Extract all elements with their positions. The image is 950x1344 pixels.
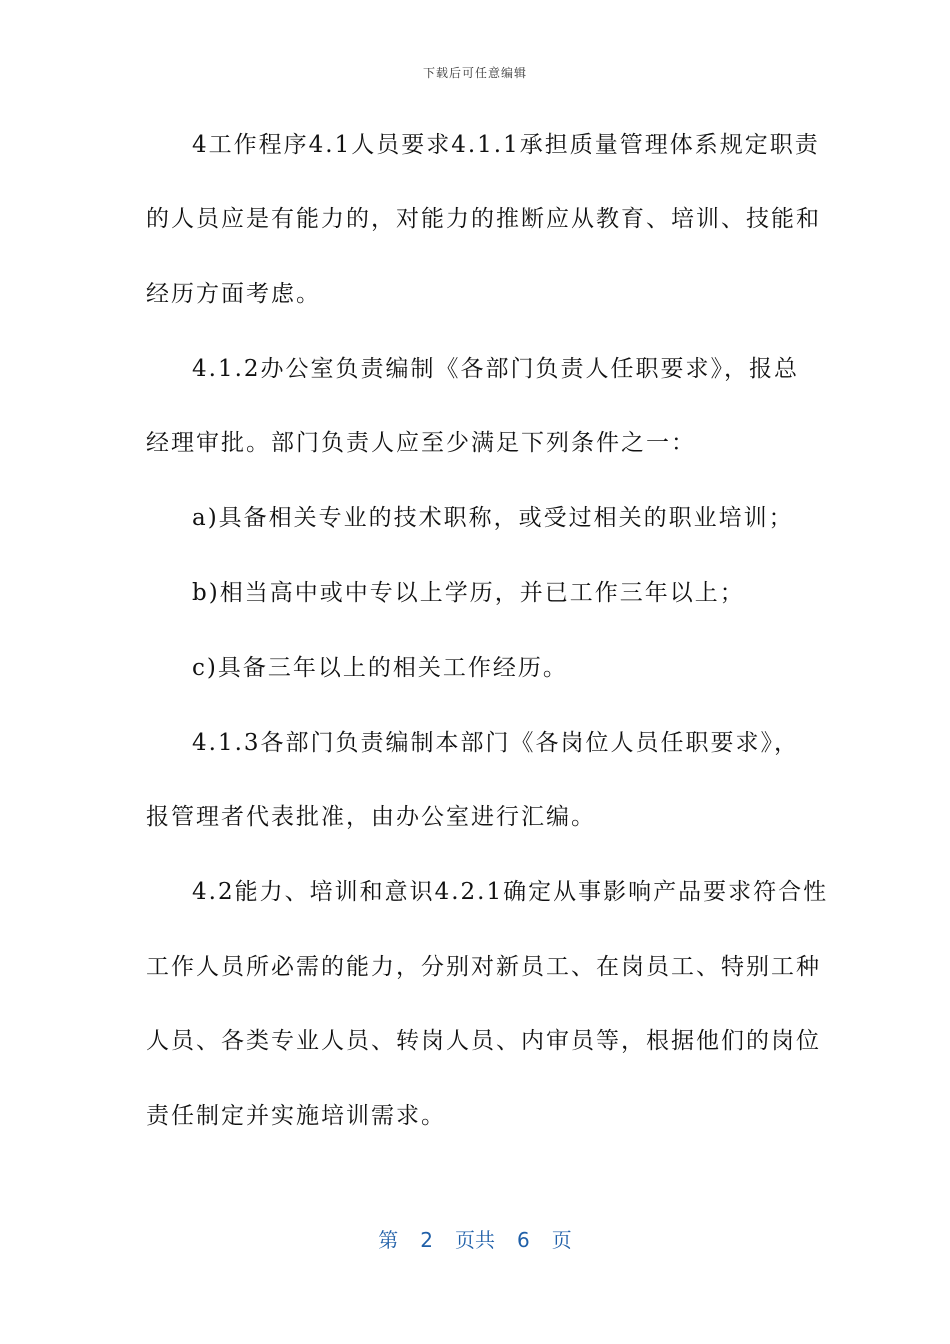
paragraph-line: c)具备三年以上的相关工作经历。 <box>192 655 568 681</box>
paragraph-line: 的人员应是有能力的，对能力的推断应从教育、培训、技能和 <box>146 206 821 232</box>
page-suffix: 页 <box>551 1228 572 1252</box>
paragraph-line: 经历方面考虑。 <box>146 281 321 307</box>
paragraph-line: b)相当高中或中专以上学历，并已工作三年以上； <box>192 580 745 606</box>
paragraph-line: 4.1.3各部门负责编制本部门《各岗位人员任职要求》， <box>192 730 800 756</box>
paragraph-line: 4工作程序4.1人员要求4.1.1承担质量管理体系规定职责 <box>192 132 820 158</box>
paragraph-line: 报管理者代表批准，由办公室进行汇编。 <box>146 804 596 830</box>
paragraph-line: 工作人员所必需的能力，分别对新员工、在岗员工、特别工种 <box>146 954 821 980</box>
paragraph-line: 经理审批。部门负责人应至少满足下列条件之一： <box>146 430 696 456</box>
page-number: 2 <box>420 1228 433 1252</box>
paragraph-line: a)具备相关专业的技术职称，或受过相关的职业培训； <box>192 505 794 531</box>
paragraph-line: 人员、各类专业人员、转岗人员、内审员等，根据他们的岗位 <box>146 1028 821 1054</box>
page-footer <box>0 1224 950 1253</box>
page-prefix: 第 <box>378 1228 399 1252</box>
paragraph-line: 4.2能力、培训和意识4.2.1确定从事影响产品要求符合性 <box>192 879 829 905</box>
header-note: 下载后可任意编辑 <box>422 66 527 80</box>
total-pages: 6 <box>517 1228 530 1252</box>
paragraph-line: 责任制定并实施培训需求。 <box>146 1103 446 1129</box>
paragraph-line: 4.1.2办公室负责编制《各部门负责人任职要求》，报总 <box>192 356 800 382</box>
page-mid: 页共 <box>455 1228 495 1252</box>
